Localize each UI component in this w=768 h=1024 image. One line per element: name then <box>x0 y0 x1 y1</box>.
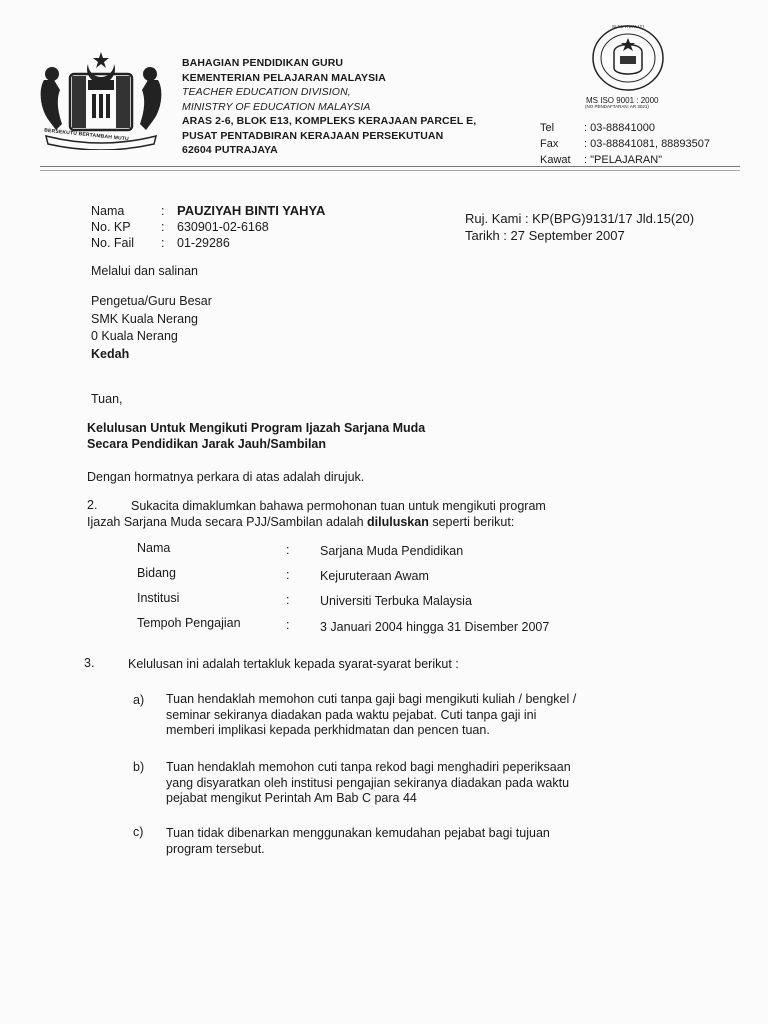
detail-value: Universiti Terbuka Malaysia <box>320 594 472 608</box>
condition-line: program tersebut. <box>166 841 265 856</box>
letterhead-line: TEACHER EDUCATION DIVISION, <box>182 86 351 98</box>
reference-block <box>465 210 694 244</box>
detail-value: Kejuruteraan Awam <box>320 569 429 583</box>
contact-value: : 03-88841081, 88893507 <box>584 138 711 150</box>
seal-text: SIJIL KUALITI <box>612 24 645 29</box>
contact-row <box>540 136 710 152</box>
meta-row <box>91 219 325 235</box>
detail-label: Bidang <box>137 566 176 580</box>
meta-value: 01-29286 <box>177 236 230 250</box>
letterhead-line: PUSAT PENTADBIRAN KERAJAAN PERSEKUTUAN <box>182 129 444 142</box>
letterhead-line: KEMENTERIAN PELAJARAN MALAYSIA <box>182 71 386 84</box>
reference-number: Ruj. Kami : KP(BPG)9131/17 Jld.15(20) <box>465 211 695 226</box>
detail-sep: : <box>286 618 290 632</box>
condition-marker: b) <box>133 760 145 774</box>
letterhead-line: MINISTRY OF EDUCATION MALAYSIA <box>182 100 371 113</box>
letterhead-line: BAHAGIAN PENDIDIKAN GURU <box>182 57 344 69</box>
contact-label: Fax <box>540 138 559 150</box>
letterhead-line: 62604 PUTRAJAYA <box>182 144 278 156</box>
detail-value: Sarjana Muda Pendidikan <box>320 544 464 558</box>
intro-paragraph: Dengan hormatnya perkara di atas adalah dirujuk. <box>87 470 365 484</box>
condition-marker: c) <box>133 825 144 839</box>
letterhead <box>182 56 476 158</box>
letter-subject <box>87 420 425 452</box>
para2-line1: Sukacita dimaklumkan bahawa permohonan tuan untuk mengikuti program <box>131 499 546 513</box>
recipient-meta <box>91 203 325 251</box>
via-line: Melalui dan salinan <box>91 264 199 278</box>
contact-value: : "PELAJARAN" <box>584 154 663 166</box>
contact-value: : 03-88841000 <box>584 122 655 134</box>
salutation: Tuan, <box>91 392 123 406</box>
condition-line: memberi implikasi kepada perkhidmatan dan pencen tuan. <box>166 723 490 737</box>
crest-motto: BERSEKUTU BERTAMBAH MUTU <box>43 127 130 143</box>
condition-line: Tuan hendaklah memohon cuti tanpa gaji bagi mengikuti kuliah / bengkel / <box>166 692 577 706</box>
condition-line: seminar sekiranya diadakan pada waktu pejabat. Cuti tanpa gaji ini <box>166 707 537 722</box>
meta-sep: : <box>161 236 165 250</box>
contact-row <box>540 120 710 136</box>
meta-sep: : <box>161 220 165 234</box>
para2-line2 <box>87 514 514 530</box>
condition-marker: a) <box>133 693 145 707</box>
header-rule <box>40 170 740 171</box>
contact-block <box>540 120 710 168</box>
para2-text: Ijazah Sarjana Muda secara PJJ/Sambilan adalah <box>87 515 368 529</box>
letter-date: Tarikh : 27 September 2007 <box>465 228 625 243</box>
letterhead-line: ARAS 2-6, BLOK E13, KOMPLEKS KERAJAAN PARCEL E, <box>182 115 477 127</box>
condition-b <box>166 760 638 807</box>
detail-label: Tempoh Pengajian <box>137 616 241 630</box>
detail-label: Nama <box>137 541 171 555</box>
meta-value: 630901-02-6168 <box>177 220 269 234</box>
para2-text: seperti berikut: <box>428 515 515 529</box>
recipient-name: PAUZIYAH BINTI YAHYA <box>177 203 326 218</box>
meta-row <box>91 203 325 219</box>
contact-label: Tel <box>540 122 555 134</box>
meta-sep: : <box>161 204 165 218</box>
detail-sep: : <box>286 568 290 582</box>
address-line: SMK Kuala Nerang <box>91 311 199 326</box>
meta-label: No. Fail <box>91 236 135 250</box>
contact-label: Kawat <box>540 154 571 166</box>
approval-word: diluluskan <box>367 515 429 529</box>
detail-sep: : <box>286 593 290 607</box>
address-line: Kedah <box>91 346 130 361</box>
detail-sep: : <box>286 543 290 557</box>
subject-line: Kelulusan Untuk Mengikuti Program Ijazah Sarjana Muda <box>87 421 426 435</box>
para3-text: Kelulusan ini adalah tertakluk kepada syarat-syarat berikut : <box>128 657 459 671</box>
meta-label: Nama <box>91 204 125 218</box>
meta-row <box>91 235 325 251</box>
address-line: 0 Kuala Nerang <box>91 329 178 343</box>
recipient-address <box>91 293 212 363</box>
detail-label: Institusi <box>137 591 180 605</box>
condition-a <box>166 692 638 739</box>
condition-line: yang disyaratkan oleh institusi pengajian sekiranya diadakan pada waktu <box>166 775 570 790</box>
para2-number: 2. <box>87 498 98 512</box>
iso-registration: (NO PENDAFTARAN: AR 3021) <box>585 104 649 109</box>
meta-label: No. KP <box>91 220 131 234</box>
condition-line: Tuan hendaklah memohon cuti tanpa rekod bagi menghadiri peperiksaan <box>166 760 571 774</box>
para3-number: 3. <box>84 656 95 670</box>
detail-value: 3 Januari 2004 hingga 31 Disember 2007 <box>320 620 550 634</box>
quality-seal-icon <box>588 22 668 94</box>
condition-c <box>166 826 638 857</box>
subject-line: Secara Pendidikan Jarak Jauh/Sambilan <box>87 437 327 451</box>
condition-line: Tuan tidak dibenarkan menggunakan kemudahan pejabat bagi tujuan <box>166 826 550 840</box>
header-rule <box>40 166 740 167</box>
condition-line: pejabat mengikut Perintah Am Bab C para 44 <box>166 791 417 805</box>
address-line: Pengetua/Guru Besar <box>91 294 212 308</box>
iso-label: MS ISO 9001 : 2000 <box>586 96 659 105</box>
